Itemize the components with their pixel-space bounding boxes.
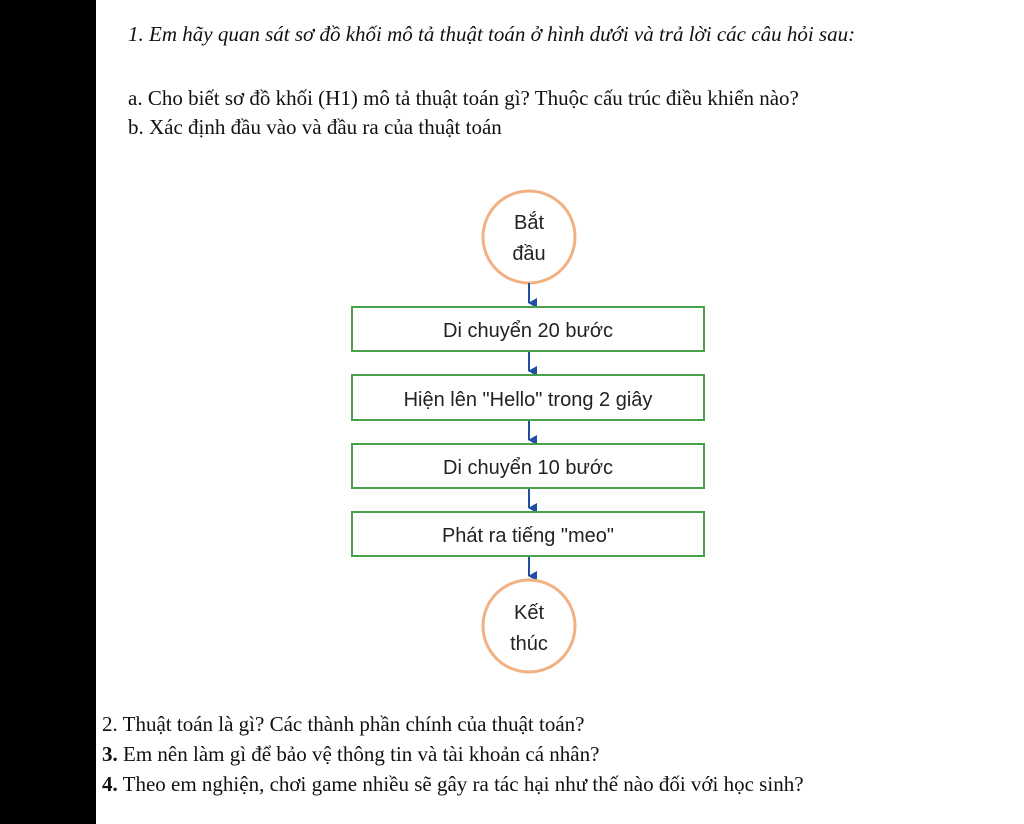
flowchart <box>96 0 1024 700</box>
question-4-text: Theo em nghiện, chơi game nhiều sẽ gây ra tác hại như thế nào đối với học sinh? <box>117 772 804 796</box>
flowchart-step-4-label: Phát ra tiếng "meo" <box>441 525 615 547</box>
flowchart-end-label-1: Kết <box>513 602 545 624</box>
flowchart-step-2-label: Hiện lên "Hello" trong 2 giây <box>403 389 653 411</box>
question-3 <box>102 742 599 767</box>
flowchart-start-circle <box>483 191 575 283</box>
flowchart-start-label-1: Bắt <box>513 212 545 234</box>
question-3-number: 3. <box>102 742 118 766</box>
question-4-number: 4. <box>102 772 118 796</box>
flowchart-step-3-label: Di chuyển 10 bước <box>443 457 613 479</box>
flowchart-end-label-2: thúc <box>510 633 548 655</box>
document-page <box>96 0 1024 824</box>
flowchart-end-circle <box>483 580 575 672</box>
flowchart-start-label-2: đầu <box>512 243 546 265</box>
flowchart-step-1-label: Di chuyển 20 bước <box>443 320 613 342</box>
question-1a: a. Cho biết sơ đồ khối (H1) mô tả thuật toán gì? Thuộc cấu trúc điều khiển nào? <box>128 86 799 110</box>
question-4 <box>102 772 804 797</box>
question-1b: b. Xác định đầu vào và đầu ra của thuật toán <box>128 115 502 139</box>
question-2: 2. Thuật toán là gì? Các thành phần chính của thuật toán? <box>102 712 585 736</box>
question-3-text: Em nên làm gì để bảo vệ thông tin và tài khoản cá nhân? <box>117 742 600 766</box>
question-1: 1. Em hãy quan sát sơ đồ khối mô tả thuật toán ở hình dưới và trả lời các câu hỏi sau: <box>128 22 856 46</box>
